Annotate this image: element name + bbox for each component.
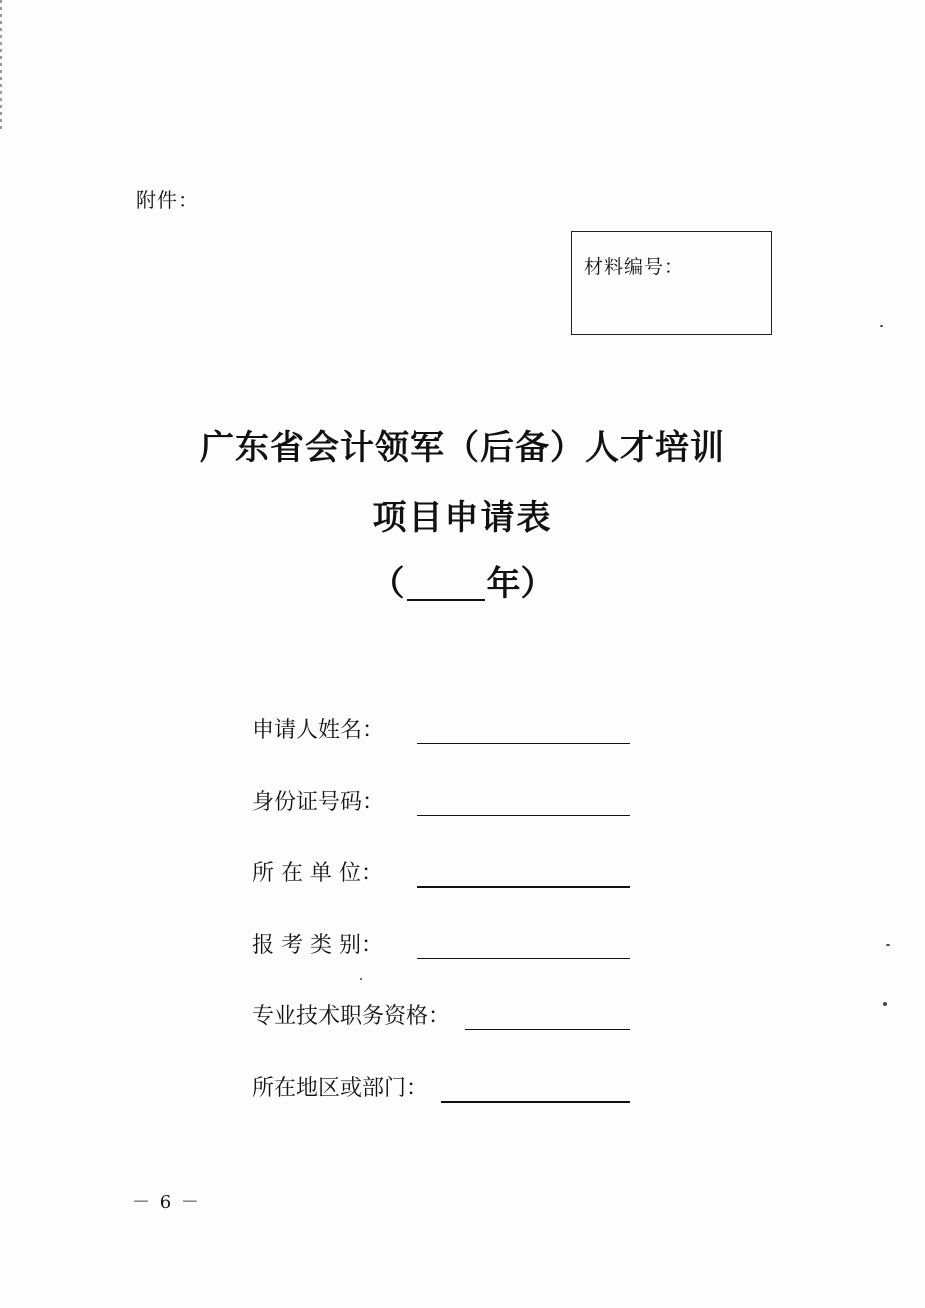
form-title-line-1: 广东省会计领军（后备）人才培训 [200, 428, 725, 468]
field-label: 专业技术职务资格： [252, 1004, 451, 1029]
year-open-paren: （ [370, 564, 405, 604]
scan-speck [883, 1002, 887, 1006]
form-title-line-2: 项目申请表 [372, 498, 553, 538]
attachment-label: 附件： [136, 188, 199, 212]
material-number-box [571, 231, 772, 335]
year-close-text: 年） [486, 564, 555, 604]
professional-title-blank[interactable] [465, 1029, 630, 1030]
id-number-blank[interactable] [417, 815, 630, 816]
applicant-name-blank[interactable] [417, 743, 630, 744]
form-title-year [0, 556, 925, 605]
exam-category-blank[interactable] [417, 958, 630, 959]
scan-speck [886, 944, 890, 946]
region-department-blank[interactable] [441, 1101, 630, 1103]
field-label: 所 在 单 位： [252, 861, 383, 886]
scan-speck [880, 325, 883, 327]
field-label: 身份证号码： [252, 790, 385, 815]
page-number: － 6 － [132, 1192, 201, 1213]
material-number-label: 材料编号： [584, 256, 685, 278]
field-label: 申请人姓名： [252, 718, 385, 743]
field-label: 报 考 类 别： [252, 933, 383, 958]
field-label: 所在地区或部门： [252, 1076, 429, 1101]
scan-edge-mark [0, 0, 2, 130]
employer-blank[interactable] [417, 886, 630, 888]
year-blank-line[interactable] [407, 565, 485, 601]
scan-speck [360, 978, 362, 980]
